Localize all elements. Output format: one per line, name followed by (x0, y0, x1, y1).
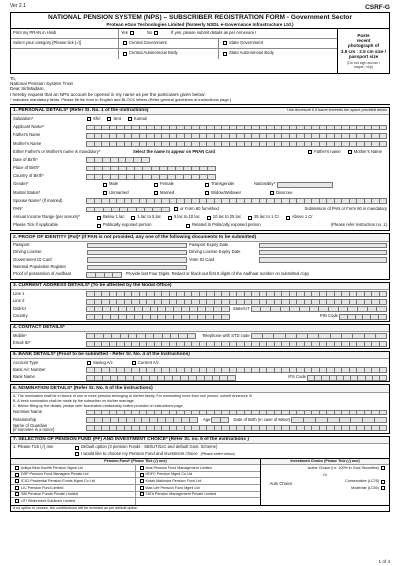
nomination-note-c: C. Before filling-up the details, please refer Nomination relationship matrix provided on instructions page. (13, 404, 184, 409)
relationship-input[interactable] (86, 417, 198, 423)
std-input[interactable] (251, 333, 387, 339)
divorcee-label: Divorcee (276, 189, 293, 195)
spouse-name-input[interactable] (86, 198, 387, 204)
photo-text: 3.5 cm : 2.5 cm size / (340, 48, 387, 54)
pf-checkbox[interactable] (15, 479, 19, 483)
address-line1-input[interactable] (86, 291, 387, 297)
driving-input[interactable] (87, 250, 187, 256)
category-label-text: State Government (229, 39, 263, 45)
pan-label: PAN* (13, 206, 23, 212)
choose-option-label: I would like to choose my Pension Fund and investment choice (81, 450, 198, 456)
category-label-text: Central Government (129, 39, 167, 45)
category-checkbox[interactable] (223, 52, 227, 56)
state-input[interactable] (251, 306, 387, 312)
govt-id-input[interactable] (87, 257, 187, 263)
auto-choice-label: Auto Choice (269, 481, 293, 487)
father-name-checkbox[interactable] (308, 150, 312, 154)
bank-name-label: Bank Name (13, 374, 35, 380)
photo-text: recent (356, 38, 371, 44)
driving-label: Driving License (13, 249, 42, 255)
moderate-label: Moderate (LC50) (351, 486, 379, 491)
current-label: Current A/c (138, 359, 159, 365)
either-name-note: Either Father's or Mother's name is mandatory* (13, 148, 101, 154)
guardian-input[interactable] (86, 425, 387, 431)
pf-checkbox[interactable] (15, 473, 19, 477)
ifs-label: IFS Code (288, 374, 306, 380)
pf-name: Max Life Pension Fund Mgmt Ltd (145, 485, 200, 490)
income-range-label: 10 lac to 25 lac (212, 214, 241, 220)
pension-fund-section (10, 436, 390, 512)
voter-id-input[interactable] (259, 257, 387, 263)
district-label: District (13, 305, 26, 311)
pf-name: LIC Pension Fund Limited (21, 485, 64, 490)
income-checkbox[interactable] (131, 216, 135, 220)
smt-checkbox[interactable] (107, 117, 111, 121)
income-checkbox[interactable] (248, 216, 252, 220)
bank-section (10, 351, 390, 383)
addressee-trust: National Pension System Trust (10, 81, 73, 87)
unmarried-checkbox[interactable] (103, 191, 107, 195)
mothers-name-input[interactable] (86, 141, 387, 147)
pob-input[interactable] (86, 166, 216, 172)
applicant-name-input[interactable] (86, 125, 387, 131)
district-input[interactable] (86, 306, 230, 312)
mother-option-label: Mother's Name (353, 148, 382, 154)
photo-text: Paste (357, 32, 370, 38)
fathers-name-input[interactable] (86, 133, 387, 139)
dob-label: Date of Birth* (13, 156, 38, 162)
applicant-name-label: Applicant Name* (13, 124, 45, 130)
hindi-no-label: No (147, 29, 153, 35)
pf-checkbox[interactable] (15, 486, 19, 490)
email-label: Email ID* (13, 340, 31, 346)
conservative-label: Conservative (LC25) (345, 479, 379, 484)
pf-name: ICICI Prudential Pension Funds Mgmt Co Ltd (21, 478, 95, 483)
mother-name-checkbox[interactable] (348, 150, 352, 154)
form-header-options (10, 29, 390, 74)
kumari-label: Kumari (133, 115, 148, 121)
category-checkbox[interactable] (123, 52, 127, 56)
conservative-checkbox[interactable] (381, 480, 385, 484)
form-title-box (10, 12, 390, 29)
email-input[interactable] (86, 341, 387, 347)
pob-label: Place of Birth* (13, 165, 40, 171)
married-label: Married (160, 189, 175, 195)
moderate-checkbox[interactable] (381, 486, 385, 490)
acc-no-input[interactable] (86, 367, 387, 373)
pan-input[interactable] (86, 207, 170, 213)
aadhaar-note: Provide last Four Digits. Redact or black-out first 8 digits of the Aadhaar number on submitted copy (126, 271, 310, 277)
pf-tick-label: 1. Please Tick (√) one (13, 444, 54, 450)
income-label: Annual Income Range (per annum)* (13, 214, 81, 220)
income-range-label: 25 lac to 1 Cr (253, 214, 279, 220)
photo-text: passport size (348, 53, 379, 59)
ifs-input[interactable] (307, 375, 387, 381)
dob-minor-input[interactable] (291, 417, 387, 423)
govt-id-label: Government ID Card (13, 256, 52, 262)
category-label-text: State Autonomous Body (229, 50, 274, 56)
saving-label: Saving A/c (93, 359, 113, 365)
divorcee-checkbox[interactable] (270, 191, 274, 195)
photo-text: staple / clip) (353, 65, 374, 70)
npr-input[interactable] (87, 265, 187, 271)
form-code: CSRF-G (365, 4, 390, 11)
married-checkbox[interactable] (154, 191, 158, 195)
form-subtitle: Protean eGov Technologies Limited (formerly NSDL e-Governance Infrastructure Ltd.) (106, 21, 294, 27)
section-note: Use Annexure II if name exceeds the space provided below (287, 108, 387, 113)
gender-label: Gender* (13, 181, 29, 187)
category-checkbox[interactable] (223, 41, 227, 45)
voter-id-label: Voter ID Card (189, 256, 215, 262)
transgender-checkbox[interactable] (205, 183, 209, 187)
widow-checkbox[interactable] (205, 191, 209, 195)
passport-expiry-label: Passport Expiry Date (189, 241, 229, 247)
saving-checkbox[interactable] (87, 361, 91, 365)
pf-checkbox[interactable] (15, 492, 19, 496)
pf-checkbox[interactable] (140, 466, 144, 470)
mobile-input[interactable] (86, 333, 196, 339)
nomination-note-a: A. The nomination shall be in favour of one or more persons belonging to his/her family. For nominating more than one person, submit Annexure III (13, 393, 252, 398)
cob-label: Country of Birth* (13, 173, 44, 179)
widow-label: Widow/Widower (211, 189, 242, 195)
aadhaar-input[interactable] (86, 272, 122, 278)
section-title: 3. CURRENT ADDRESS DETAILS* (To be attested by the Nodal Office) (13, 283, 172, 289)
pep-tick-label: Please Tick if Applicable (13, 222, 58, 228)
dob-input[interactable] (86, 157, 150, 163)
addressee-salutation: Dear Sir/Madam, (10, 86, 45, 92)
smt-label: Smt (113, 115, 121, 121)
pf-checkbox[interactable] (15, 466, 19, 470)
driving-expiry-label: Driving License Expiry Date (189, 249, 241, 255)
country-input[interactable] (86, 314, 230, 320)
rpep-checkbox[interactable] (186, 224, 190, 228)
income-range-label: Above 1 Cr (291, 214, 313, 220)
or-label: Or (322, 472, 328, 477)
pf-header: Pension Fund* (Please Tick (√) one) (104, 459, 167, 464)
nomination-section (10, 384, 390, 433)
nationality-label: Nationality* (254, 181, 276, 187)
pf-table (11, 458, 389, 505)
pep-label: Politically exposed person (103, 222, 152, 228)
female-label: Female (160, 181, 174, 187)
hindi-no-checkbox[interactable] (154, 31, 158, 35)
mothers-name-label: Mother's Name (13, 140, 42, 146)
income-range-label: 5 lac to 10 lac (173, 214, 200, 220)
driving-expiry-input[interactable] (259, 250, 387, 256)
female-checkbox[interactable] (154, 183, 158, 187)
photo-text: (Do not sign across / (347, 61, 380, 66)
income-checkbox[interactable] (97, 216, 101, 220)
state-label: State/UT (233, 305, 250, 311)
std-label: Telephone with STD code (202, 332, 250, 338)
active-choice-checkbox[interactable] (381, 466, 385, 470)
investment-header: Investment Choice (Please Tick (√) one) (290, 459, 360, 464)
pin-input[interactable] (339, 314, 387, 320)
mobile-label: Mobile* (13, 332, 27, 338)
fathers-name-label: Father's Name (13, 132, 41, 138)
request-text: I hereby request that an NPS account be opened in my name as per the particulars given below: (10, 91, 206, 97)
npr-label: National Population Register (13, 264, 67, 270)
age-input[interactable] (211, 417, 229, 423)
cob-input[interactable] (86, 174, 216, 180)
male-label: Male (109, 181, 119, 187)
pf-name: DSP Pension Fund Managers Private Ltd (21, 472, 89, 477)
addressee-to: To, (10, 75, 17, 81)
form60-note: Submission of PAN or Form 60 is mandatory (304, 206, 387, 212)
hindi-yes-checkbox[interactable] (130, 31, 134, 35)
section-title: 6. NOMINATION DETAILS* (Refer Sr. No. 5 of the instructions) (13, 386, 153, 391)
pf-checkbox[interactable] (140, 492, 144, 496)
pf-name: SBI Pension Funds Private Limited (21, 492, 78, 497)
passport-label: Passport (13, 241, 30, 247)
pf-name: Axis Pension Fund Management Limited (145, 465, 212, 470)
pep-note: (Please refer instruction no. 1) (330, 222, 387, 228)
rpep-label: Related to Politically exposed person (192, 222, 261, 228)
photo-text: photograph of (347, 43, 380, 49)
passport-input[interactable] (87, 243, 187, 249)
pf-name: UTI Retirement Solutions Limited (21, 499, 76, 504)
address-section (10, 282, 390, 322)
category-label: Select your category [Please tick (√)] (11, 39, 119, 48)
marital-label: Marital Status* (13, 189, 41, 195)
aadhaar-label: Proof of possession of Aadhaar (13, 271, 72, 277)
pf-checkbox[interactable] (15, 499, 19, 503)
guardian-note: (if nominee is a minor) (13, 427, 55, 433)
relationship-label: Relationship (13, 416, 37, 422)
form-top-bar (10, 4, 390, 10)
address-line2-input[interactable] (86, 299, 387, 305)
pin-label: PIN Code (319, 313, 338, 319)
current-checkbox[interactable] (132, 361, 136, 365)
choose-option-note: (Please select below) (200, 452, 235, 457)
category-label-text: Central Autonomous Body (129, 50, 178, 56)
section-title: 4. CONTACT DETAILS* (13, 325, 65, 331)
pran-card-name-label: Select the name to appear on PRAN Card (133, 148, 215, 154)
acc-no-label: Bank A/c Number (13, 366, 46, 372)
category-state-autonomous[interactable] (219, 49, 276, 59)
mandatory-note: * Indicates mandatory fields. Please fill the form in English and BLOCK letters (Refer general guidelines at instructions page.) (10, 98, 390, 105)
form-title: NATIONAL PENSION SYSTEM (NPS) – SUBSCRIBER REGISTRATION FORM - Government Sector (47, 14, 353, 21)
form60-label: or Form 60 furnished (180, 206, 219, 212)
pep-checkbox[interactable] (97, 224, 101, 228)
choose-option-checkbox[interactable] (75, 452, 79, 456)
active-choice-label: Active Choice (i.e. 100% in Govt Securities) (307, 466, 379, 471)
country-label: Country (13, 313, 28, 319)
section-title: 7. SELECTION OF PENSION FUND (PF) AND INVESTMENT CHOICE* (Refer Sr. no. 6 of the instructions ) (13, 437, 249, 443)
hindi-pran-label: Print my PRAN in Hindi (11, 29, 119, 38)
spouse-label: Spouse Name* (if married) (13, 197, 63, 203)
male-checkbox[interactable] (103, 183, 107, 187)
proof-of-identity-section (10, 233, 390, 280)
pf-name: Kotak Mahindra Pension Fund Ltd (145, 478, 202, 483)
pf-name: HDFC Pension Mgmt Co Ltd (145, 472, 193, 477)
guardian-label: Name of Guardian (13, 422, 48, 428)
hindi-yes-label: Yes (121, 29, 128, 35)
income-range-label: 1 lac to 5 lac (137, 214, 161, 220)
page-number: 1 of 4 (378, 558, 390, 564)
category-central-autonomous[interactable] (119, 49, 219, 59)
income-range-label: Below 1 lac (103, 214, 125, 220)
category-checkbox[interactable] (123, 41, 127, 45)
section-title: 5. BANK DETAILS* (Proof to be submitted - Refer Sr. No. 4 of the Instructions) (13, 352, 190, 358)
pf-name: Aditya Birla Sunlife Pension Mgmt Ltd (21, 465, 83, 470)
income-checkbox[interactable] (168, 216, 172, 220)
addressee-block (10, 74, 390, 98)
age-label: Age (203, 416, 211, 422)
nominee-label: Nominee Name (13, 409, 43, 415)
father-option-label: Father's name (314, 148, 341, 154)
address-line1-label: Line 1 (13, 290, 25, 296)
pf-name: TATA Pension Management Private Limited (145, 492, 217, 497)
category-central-govt[interactable] (119, 39, 219, 48)
pf-footnote: If no option is chosen, the contributions will be invested as per default option (11, 505, 389, 511)
annexure-note: If yes, please submit details as per Annexure I (171, 29, 257, 35)
dob-minor-label: Date of Birth (in case of Minor) (233, 416, 291, 422)
contact-section (10, 324, 390, 349)
category-state-govt[interactable] (219, 39, 265, 48)
address-line2-label: Line 2 (13, 298, 25, 304)
pf-checkbox[interactable] (140, 473, 144, 477)
passport-expiry-input[interactable] (259, 243, 387, 249)
photo-box[interactable] (337, 29, 389, 73)
shri-checkbox[interactable] (87, 117, 91, 121)
section-title: 1. PERSONAL DETAILS* (Refer Sl. No. 1 of the instructions) (13, 108, 149, 114)
default-option-label: Default option (3 pension Funds - SBI/UTI/LIC and default Govt. Scheme) (81, 444, 218, 450)
shri-label: Shri (93, 115, 101, 121)
form60-checkbox[interactable] (174, 207, 178, 211)
nomination-note-b: B. A fresh nomination shall be made by the subscriber on his/her marriage. (13, 398, 135, 403)
nominee-input[interactable] (86, 410, 387, 416)
income-checkbox[interactable] (207, 216, 211, 220)
version-label: Ver 2.1 (10, 3, 26, 9)
salutation-label: Salutation* (13, 115, 34, 121)
nationality-input[interactable] (277, 182, 333, 188)
kumari-checkbox[interactable] (128, 117, 132, 121)
personal-details-section (10, 107, 390, 231)
income-checkbox[interactable] (286, 216, 290, 220)
transgender-label: Transgender (211, 181, 235, 187)
default-option-checkbox[interactable] (75, 446, 79, 450)
bank-name-input[interactable] (86, 375, 236, 381)
account-type-label: Account Type (13, 359, 39, 365)
pf-checkbox[interactable] (140, 479, 144, 483)
unmarried-label: Unmarried (109, 189, 129, 195)
section-title: 2. PROOF OF IDENTITY (PoI)* (If PAN is not provided, any one of the following documents to be submitted) (13, 234, 257, 240)
pf-checkbox[interactable] (140, 486, 144, 490)
